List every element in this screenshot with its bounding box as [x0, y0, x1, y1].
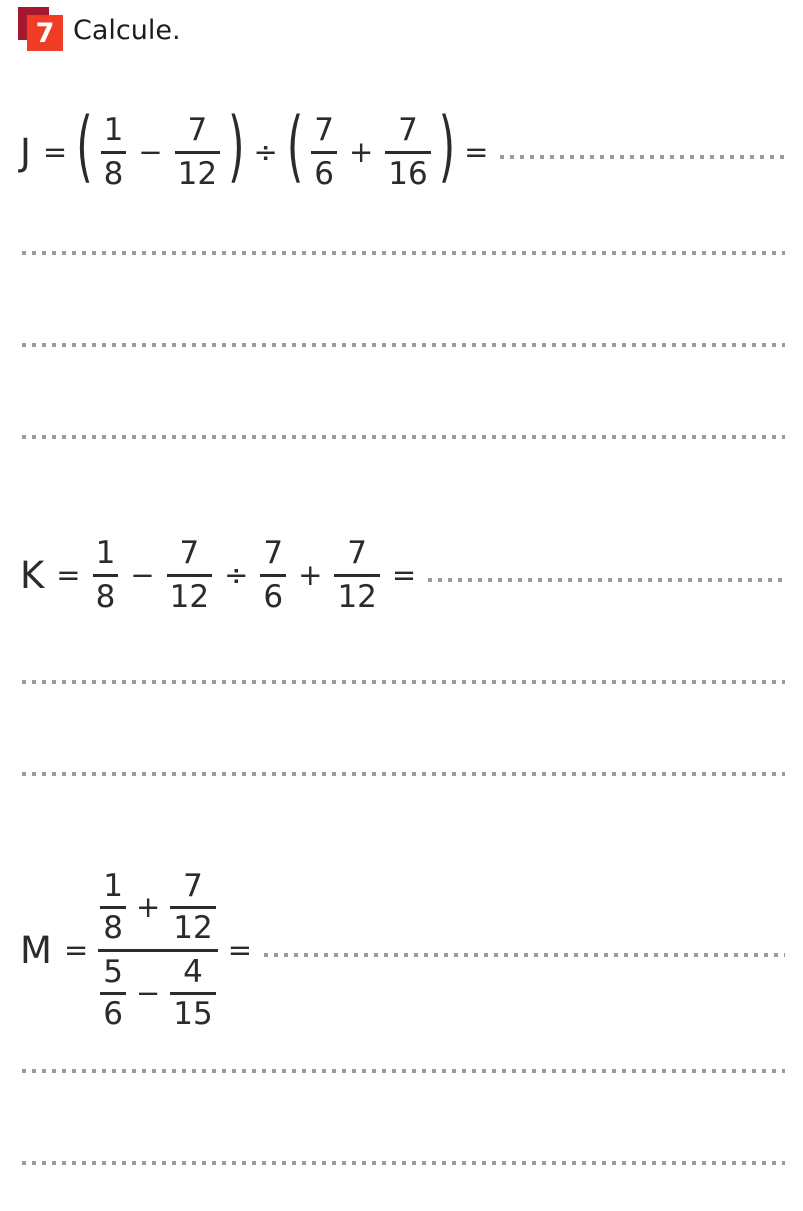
answer-line[interactable] — [22, 1069, 785, 1073]
operator: − — [130, 557, 155, 592]
fraction — [100, 867, 126, 946]
numerator: 1 — [103, 867, 123, 904]
fraction — [170, 953, 215, 1032]
numerator: 7 — [347, 534, 368, 571]
left-paren-icon: ( — [286, 100, 304, 191]
big-numerator — [100, 867, 216, 946]
denominator: 8 — [95, 578, 116, 615]
numerator: 4 — [183, 953, 203, 990]
answer-dots[interactable] — [428, 578, 785, 582]
operator: = — [42, 134, 68, 169]
numerator: 7 — [263, 534, 284, 571]
operator: ÷ — [253, 134, 278, 169]
numerator: 7 — [314, 111, 334, 148]
numerator: 1 — [95, 534, 116, 571]
equation-K — [20, 533, 785, 617]
fraction — [167, 534, 212, 615]
operator: ÷ — [224, 557, 249, 592]
denominator: 6 — [263, 578, 284, 615]
fraction — [334, 534, 379, 615]
denominator: 12 — [177, 155, 218, 192]
fraction — [385, 111, 430, 192]
operator: + — [298, 557, 323, 592]
denominator: 15 — [173, 995, 213, 1032]
numerator: 7 — [187, 111, 208, 148]
operator: = — [56, 557, 81, 592]
equation-label: K — [20, 553, 45, 597]
fraction — [175, 111, 220, 192]
equation-label: M — [20, 928, 52, 972]
equation-label: J — [20, 130, 31, 174]
fraction — [100, 953, 126, 1032]
numerator: 1 — [103, 111, 124, 148]
denominator: 12 — [173, 909, 213, 946]
denominator: 8 — [103, 155, 124, 192]
exercise-number-badge — [18, 7, 66, 55]
operator: + — [348, 134, 374, 169]
numerator: 7 — [179, 534, 200, 571]
answer-dots[interactable] — [264, 953, 785, 957]
numerator: 7 — [398, 111, 418, 148]
exercise-number: 7 — [27, 15, 63, 51]
equation-M — [20, 867, 785, 1032]
denominator: 6 — [314, 155, 334, 192]
answer-line[interactable] — [22, 680, 785, 684]
operator: = — [391, 557, 417, 592]
right-paren-icon: ) — [438, 100, 456, 191]
equation-J — [20, 100, 785, 199]
operator: − — [135, 975, 161, 1010]
right-paren-icon: ) — [228, 100, 245, 191]
denominator: 12 — [169, 578, 210, 615]
operator: = — [227, 932, 253, 967]
answer-line[interactable] — [22, 251, 785, 255]
fraction — [93, 534, 119, 615]
answer-line[interactable] — [22, 435, 785, 439]
fraction — [311, 111, 337, 192]
big-denominator — [100, 953, 216, 1032]
operator: − — [138, 134, 163, 169]
left-paren-icon: ( — [76, 100, 93, 191]
numerator: 7 — [183, 867, 203, 904]
denominator: 8 — [103, 909, 123, 946]
fraction — [101, 111, 127, 192]
operator: = — [464, 134, 489, 169]
fraction — [260, 534, 286, 615]
denominator: 6 — [103, 995, 123, 1032]
answer-line[interactable] — [22, 343, 785, 347]
answer-line[interactable] — [22, 1161, 785, 1165]
big-fraction — [100, 867, 216, 1032]
operator: = — [63, 932, 89, 967]
denominator: 16 — [388, 155, 428, 192]
denominator: 12 — [337, 578, 377, 615]
numerator: 5 — [103, 953, 123, 990]
fraction — [170, 867, 215, 946]
fraction-bar — [98, 949, 218, 952]
operator: + — [135, 889, 161, 924]
answer-dots[interactable] — [500, 155, 785, 159]
answer-line[interactable] — [22, 772, 785, 776]
exercise-instruction: Calcule. — [73, 15, 181, 46]
